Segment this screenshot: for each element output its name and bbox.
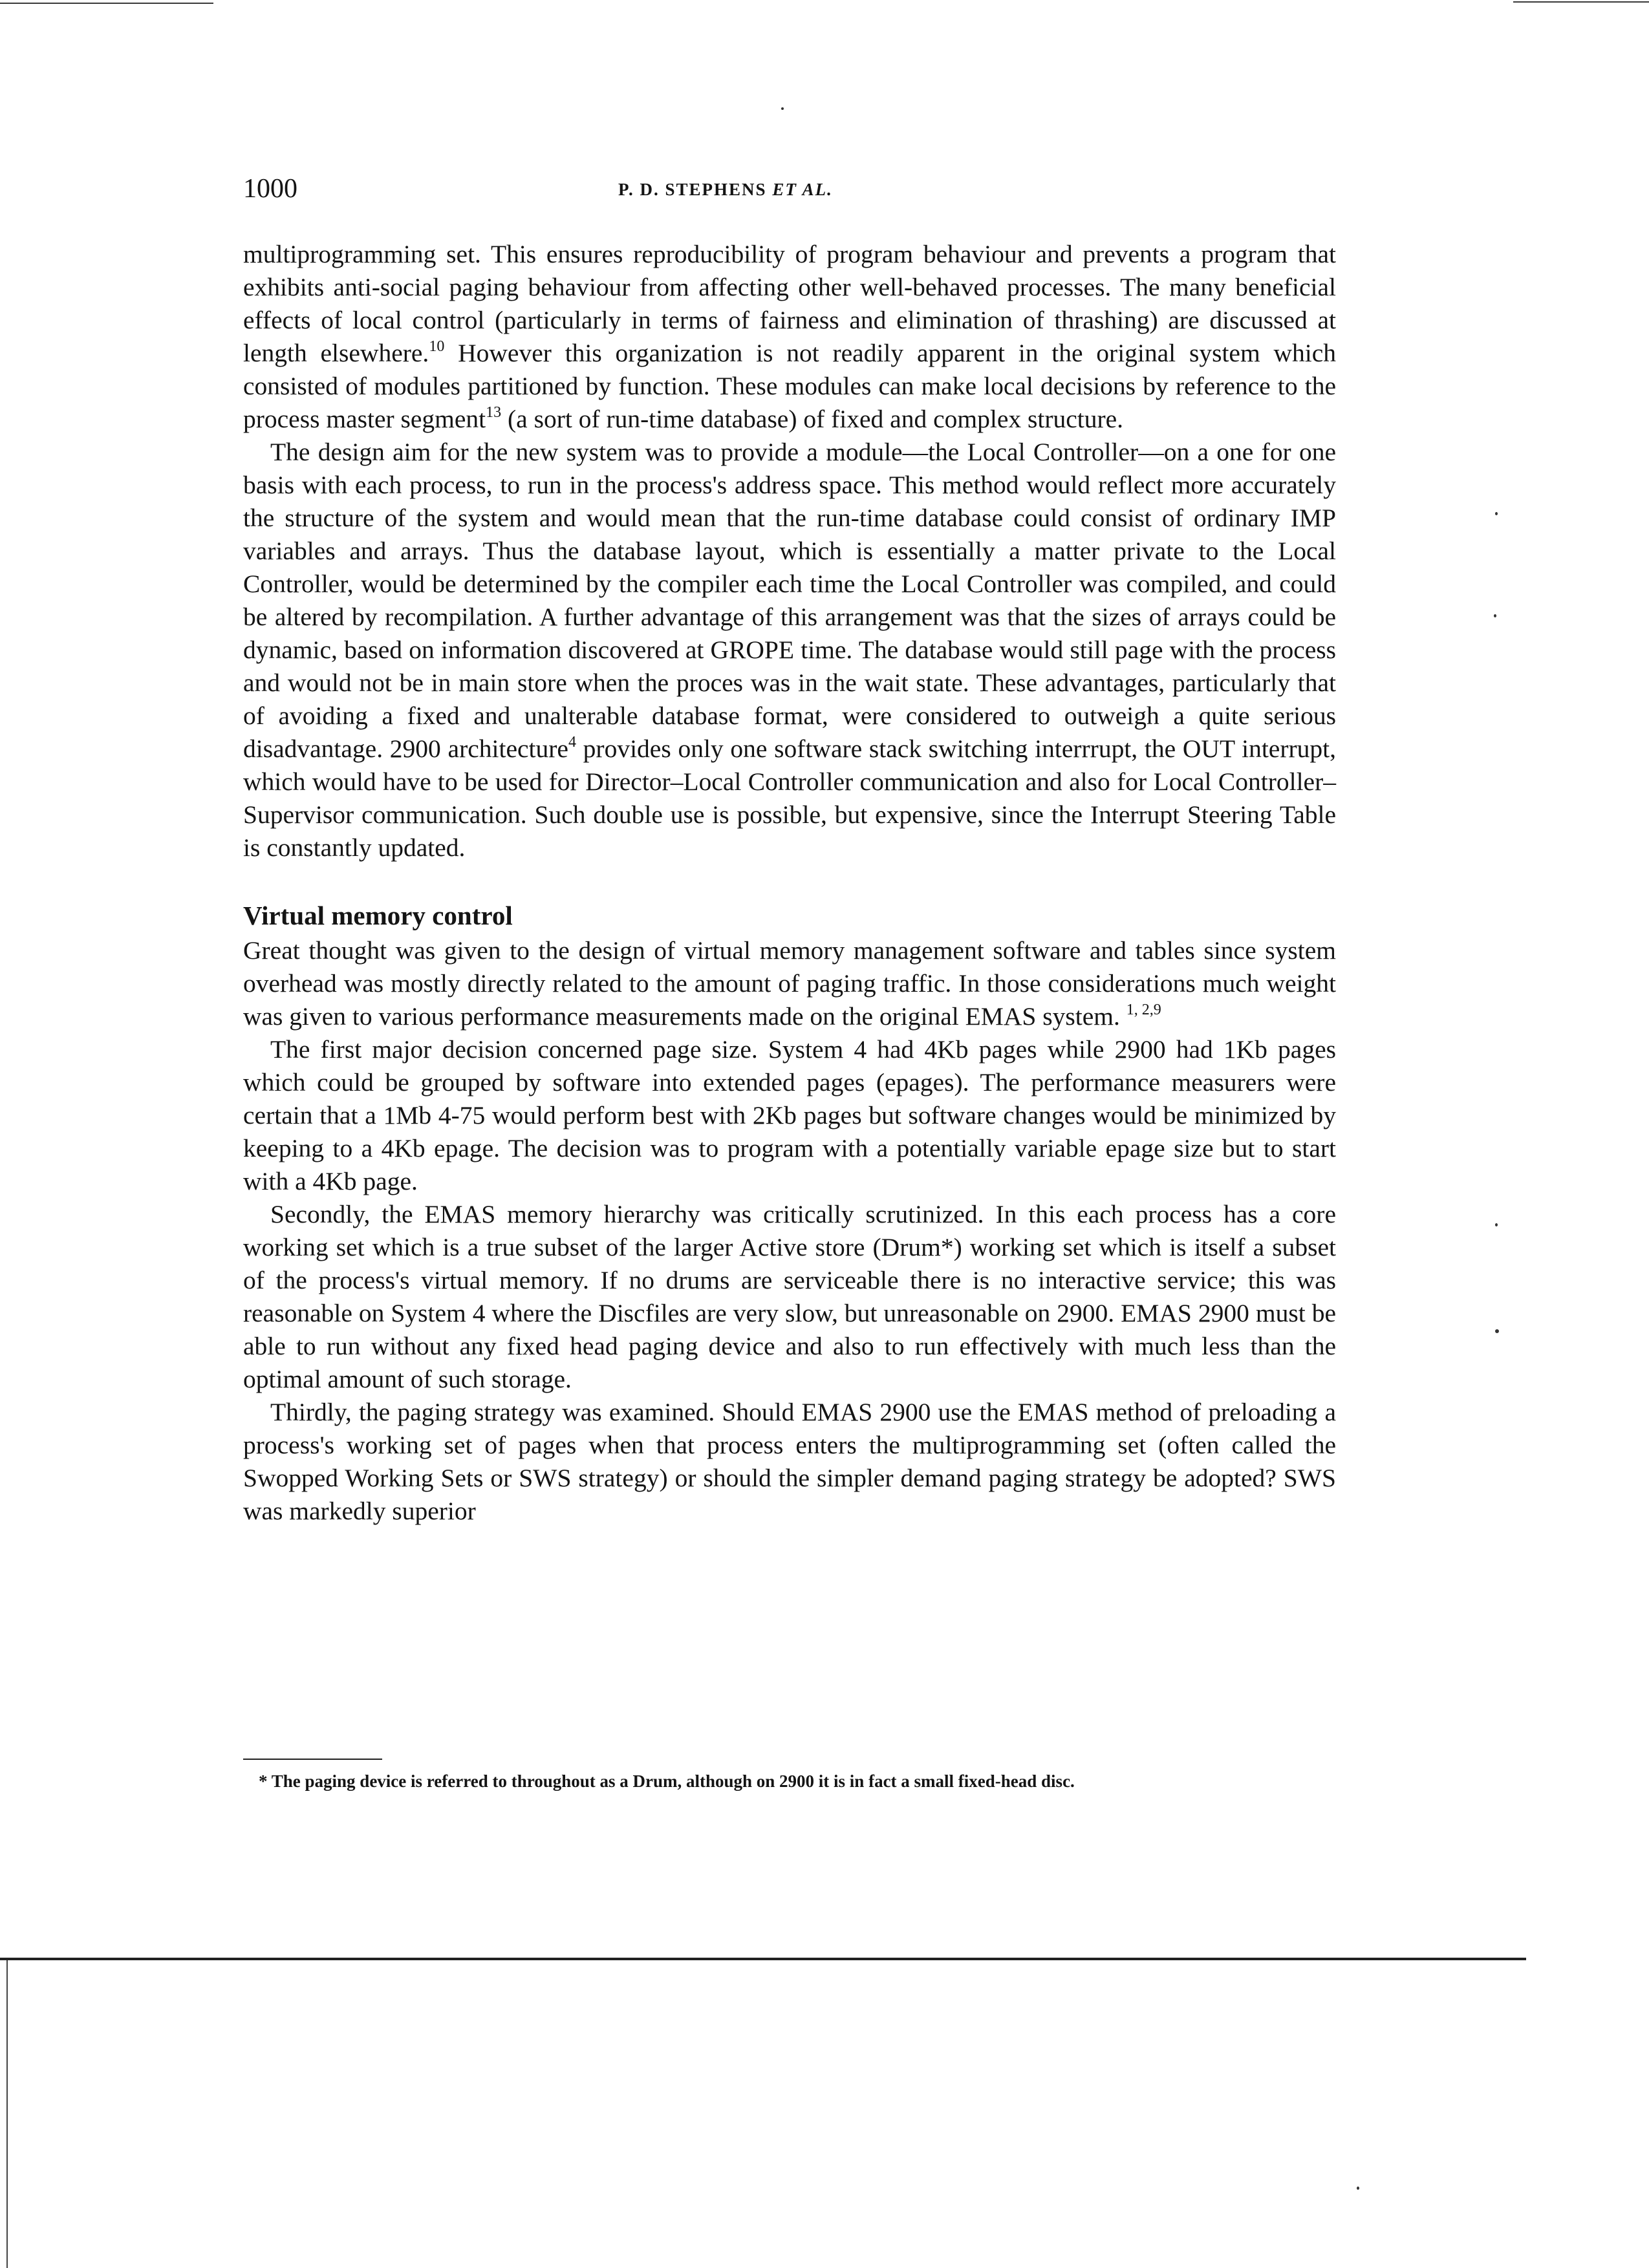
footnote-rule (243, 1759, 382, 1760)
citation: 13 (486, 404, 502, 421)
paragraph-text: (a sort of run-time database) of fixed and complex structure. (501, 405, 1124, 433)
paragraph-text: The design aim for the new system was to provide a module—the Local Controller—on a one for one basis with each process, to run in the process's address space. This method would reflect more accurately the structure of the system and would mean that the run-time database could consist of ordinary IMP variables and arrays. Thus the database layout, which is essentially a matter private to the Local Controller, would be determined by the compiler each time the Local Controller was compiled, and could be altered by recompilation. A further advantage of this arrangement was that the sizes of arrays could be dynamic, based on information discovered at GROPE time. The database would still page with the process and would not be in main store when the proces was in the wait state. These advantages, particularly that of avoiding a fixed and unalterable database format, were considered to outweigh a quite serious disadvantage. 2900 architecture (243, 438, 1336, 763)
citation: 1, 2,9 (1126, 1001, 1161, 1018)
scan-edge-line (6, 1960, 8, 2268)
footnote: * The paging device is referred to throughout as a Drum, although on 2900 it is in fact a small fixed-head disc. (259, 1771, 1075, 1791)
scan-speck (1495, 512, 1498, 515)
section-heading: Virtual memory control (243, 901, 513, 930)
paragraph-text: multiprogramming set. This ensures reproducibility of program behaviour and prevents a program that exhibits anti-social paging behaviour from affecting other well-behaved processes. The many beneficial effects of local control (particularly in terms of fairness and elimination of thrashing) are discussed at length elsewhere. (243, 240, 1336, 367)
paragraph (243, 934, 1336, 1033)
citation: 10 (429, 338, 445, 355)
scan-speck (1495, 1223, 1498, 1226)
paragraph (243, 436, 1336, 864)
running-head (618, 180, 833, 200)
running-head-etal: ET AL. (772, 180, 833, 199)
scan-speck (1494, 614, 1496, 617)
scan-speck (781, 107, 784, 110)
page-header (243, 173, 1336, 212)
page-number: 1000 (243, 174, 297, 204)
scan-edge-line (1513, 1, 1649, 3)
scan-speck (1495, 1329, 1499, 1333)
paragraph: Secondly, the EMAS memory hierarchy was critically scrutinized. In this each process has a core working set which is a true subset of the larger Active store (Drum*) working set which is itself a subset of the process's virtual memory. If no drums are serviceable there is no interactive service; this was reasonable on System 4 where the Discfiles are very slow, but unreasonable on 2900. EMAS 2900 must be able to run without any fixed head paging device and also to run effectively with much less than the optimal amount of such storage. (243, 1200, 1336, 1393)
paragraph: Thirdly, the paging strategy was examined. Should EMAS 2900 use the EMAS method of preloading a process's working set of pages when that process enters the multiprogramming set (often called the Swopped Working Sets or SWS strategy) or should the simpler demand paging strategy be adopted? SWS was markedly superior (243, 1398, 1336, 1525)
paragraph: The first major decision concerned page size. System 4 had 4Kb pages while 2900 had 1Kb pages which could be grouped by software into extended pages (epages). The performance measurers were certain that a 1Mb 4-75 would perform best with 2Kb pages but software changes would be minimized by keeping to a 4Kb epage. The decision was to program with a potentially variable epage size but to start with a 4Kb page. (243, 1035, 1336, 1195)
paragraph-text: However this organization is not readily apparent in the original system which consisted of modules partitioned by function. These modules can make local decisions by reference to the process master segment (243, 339, 1337, 433)
scan-edge-line (0, 3, 213, 4)
article-body (243, 238, 1336, 1528)
scan-speck (1357, 2187, 1359, 2190)
citation: 4 (568, 734, 576, 751)
scan-edge-line (0, 1958, 1526, 1960)
paragraph-text: Great thought was given to the design of virtual memory management software and tables since system overhead was mostly directly related to the amount of paging traffic. In those considerations much weight was given to various performance measurements made on the original EMAS system. (243, 936, 1336, 1031)
paragraph (243, 238, 1336, 436)
paragraph-text: provides only one software stack switching interrrupt, the OUT interrupt, which would have to be used for Director–Local Controller communication and also for Local Controller–Supervisor communication. Such double use is possible, but expensive, since the Interrupt Steering Table is constantly updated. (243, 734, 1336, 862)
running-head-authors: P. D. STEPHENS (618, 180, 773, 199)
